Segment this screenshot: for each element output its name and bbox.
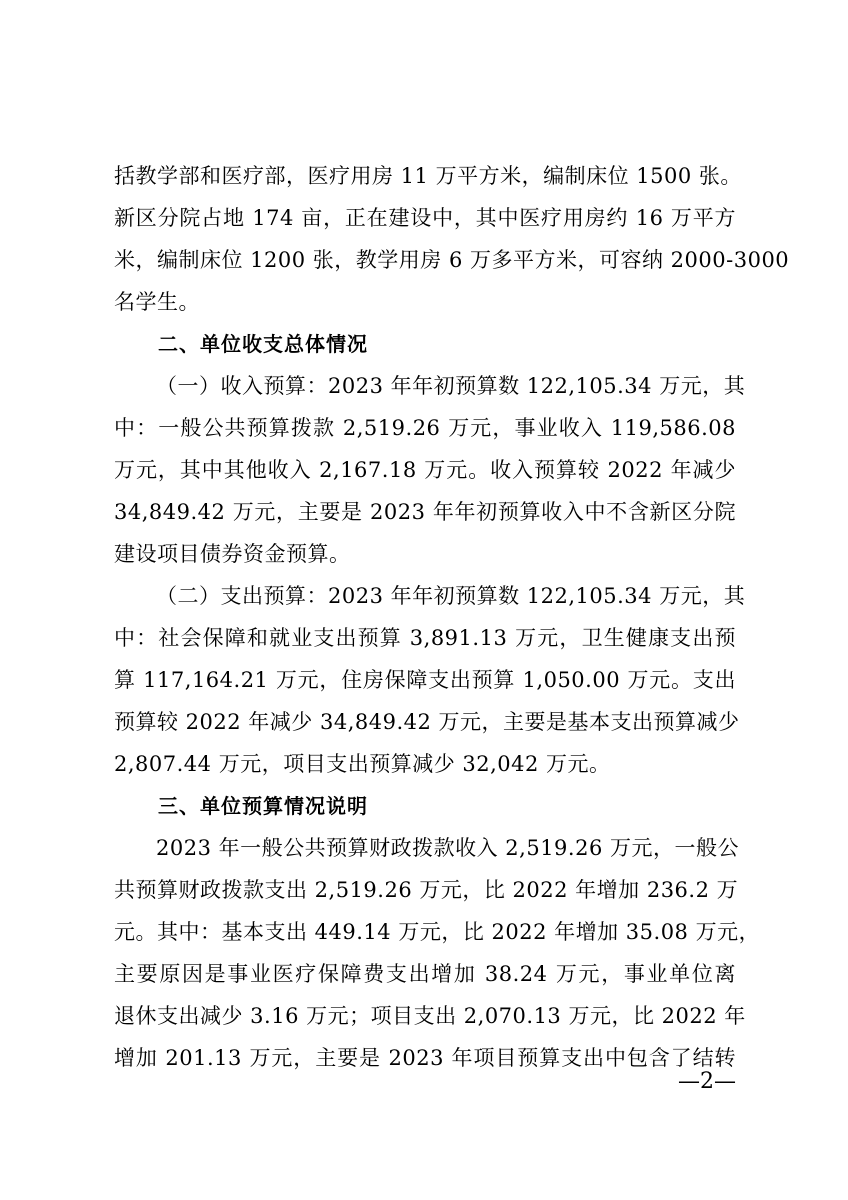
section-heading-income-expense-overview: 二、单位收支总体情况 xyxy=(158,332,368,356)
text-line: 预算较 2022 年减少 34,849.42 万元，主要是基本支出预算减少 xyxy=(114,710,740,734)
text-line: 万元，其中其他收入 2,167.18 万元。收入预算较 2022 年减少 xyxy=(114,458,736,482)
text-line: 退休支出减少 3.16 万元；项目支出 2,070.13 万元，比 2022 年 xyxy=(114,1004,746,1028)
text-line: 括教学部和医疗部，医疗用房 11 万平方米，编制床位 1500 张。 xyxy=(114,164,742,188)
paragraph-general-budget xyxy=(114,827,761,1079)
text-line: 名学生。 xyxy=(114,290,200,314)
text-line: 米，编制床位 1200 张，教学用房 6 万多平方米，可容纳 2000-3000 xyxy=(114,248,790,272)
text-line: 元。其中：基本支出 449.14 万元，比 2022 年增加 35.08 万元， xyxy=(114,920,761,944)
text-line: 共预算财政拨款支出 2,519.26 万元，比 2022 年增加 236.2 万 xyxy=(114,878,739,902)
text-line: （二）支出预算：2023 年年初预算数 122,105.34 万元，其 xyxy=(156,584,746,608)
section-heading-budget-explanation: 三、单位预算情况说明 xyxy=(158,794,368,818)
text-line: （一）收入预算：2023 年年初预算数 122,105.34 万元，其 xyxy=(156,374,746,398)
text-line: 增加 201.13 万元，主要是 2023 年项目预算支出中包含了结转 xyxy=(114,1046,736,1070)
paragraph-hospital-overview xyxy=(114,155,790,323)
text-line: 中：社会保障和就业支出预算 3,891.13 万元，卫生健康支出预 xyxy=(114,626,736,650)
document-body xyxy=(114,155,790,1079)
text-line: 算 117,164.21 万元，住房保障支出预算 1,050.00 万元。支出 xyxy=(114,668,736,692)
text-line: 中：一般公共预算拨款 2,519.26 万元，事业收入 119,586.08 xyxy=(114,416,736,440)
paragraph-income-budget xyxy=(114,365,746,575)
text-line: 主要原因是事业医疗保障费支出增加 38.24 万元，事业单位离 xyxy=(114,962,736,986)
text-line: 2,807.44 万元，项目支出预算减少 32,042 万元。 xyxy=(114,752,611,776)
text-line: 34,849.42 万元，主要是 2023 年年初预算收入中不含新区分院 xyxy=(114,500,736,524)
text-line: 建设项目债券资金预算。 xyxy=(114,542,351,566)
page-number: —2— xyxy=(678,1069,736,1094)
text-line: 2023 年一般公共预算财政拨款收入 2,519.26 万元，一般公 xyxy=(156,836,739,860)
text-line: 新区分院占地 174 亩，正在建设中，其中医疗用房约 16 万平方 xyxy=(114,206,736,230)
paragraph-expense-budget xyxy=(114,575,746,785)
